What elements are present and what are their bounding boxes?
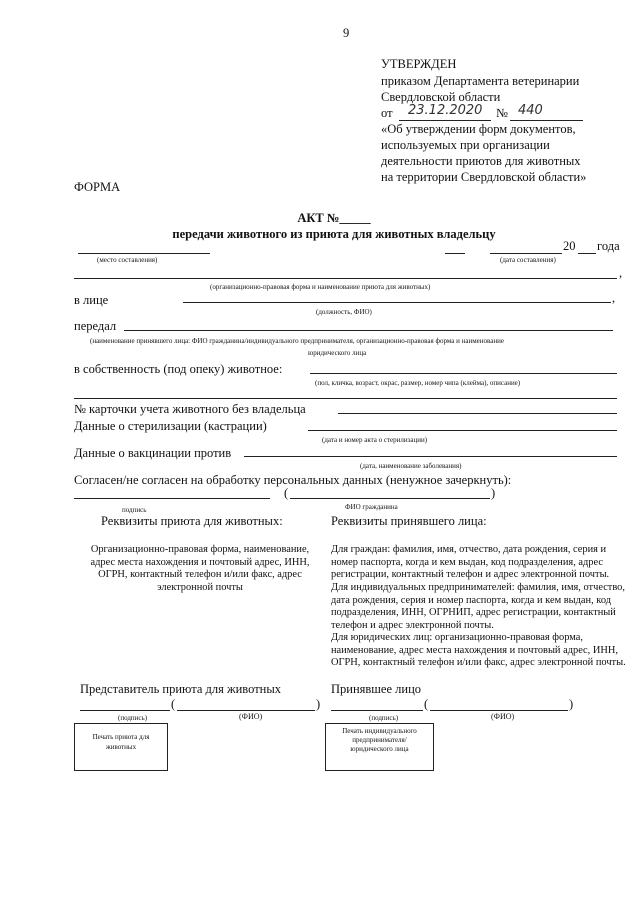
sterilization-label: Данные о стерилизации (кастрации): [74, 419, 267, 433]
transferred-label: передал: [74, 319, 117, 333]
animal-caption: (пол, кличка, возраст, окрас, размер, номер чипа (клейма), описание): [315, 379, 521, 387]
shelter-representative-heading: Представитель приюта для животных: [80, 682, 281, 696]
left-sign-caption: (подпись): [118, 714, 148, 722]
recipient-stamp-box: [325, 723, 434, 771]
recipient-details-legal-entities: Для юридических лиц: организационно-правовая форма, наименование, адрес места нахождения и почтовый адрес, ИНН, ОГРН, контактный телефон и/или факс, адрес электронной почты.: [331, 632, 626, 669]
position-caption: (должность, ФИО): [316, 308, 372, 316]
card-number-line: [338, 413, 617, 414]
animal-line-2: [74, 398, 617, 399]
vaccination-label: Данные о вакцинации против: [74, 446, 232, 460]
approval-date-line: [399, 120, 491, 121]
shelter-stamp-box: [74, 723, 168, 771]
consent-name-caption: ФИО гражданина: [345, 503, 398, 511]
transferred-line: [124, 330, 613, 331]
recipient-details-entrepreneurs: Для индивидуальных предпринимателей: фамилия, имя, отчество, дата рождения, серия и номер паспорта, когда и кем выдан, код подразделения, ИНН, ОГРНИП, адрес регистрации, контактный телефон и адрес электронной почты.: [331, 582, 625, 631]
year-suffix: года: [597, 239, 620, 253]
left-name-line: [177, 710, 315, 711]
date-day-line: [445, 253, 465, 254]
recipient-caption-1: (наименование принявшего лица: ФИО гражданина/индивидуального предпринимателя, организационно-правовая форма и наименование: [90, 337, 504, 345]
consent-signature-line: [74, 498, 270, 499]
left-paren-open: (: [171, 697, 176, 711]
right-sign-caption: (подпись): [369, 714, 399, 722]
left-signature-line: [80, 710, 170, 711]
approval-number-line: [510, 120, 583, 121]
approval-quote-4: на территории Свердловской области»: [381, 170, 587, 184]
consent-signature-caption: подпись: [122, 506, 147, 514]
approval-number-label: №: [496, 106, 508, 120]
approval-from-label: от: [381, 106, 393, 120]
right-signature-line: [331, 710, 423, 711]
org-comma: ,: [619, 266, 623, 280]
place-caption: (место составления): [97, 256, 158, 264]
approval-quote-2: используемых при организации: [381, 138, 550, 152]
org-caption: (организационно-правовая форма и наименование приюта для животных): [210, 283, 431, 291]
consent-label: Согласен/не согласен на обработку персональных данных (ненужное зачеркнуть):: [74, 473, 512, 487]
recipient-details-citizens: Для граждан: фамилия, имя, отчество, дата рождения, серия и номер паспорта, когда и кем выдан, код подразделения, адрес регистрации, контактный телефон и адрес электронной почты.: [331, 544, 610, 581]
ownership-label: в собственность (под опеку) животное:: [74, 362, 283, 376]
ownership-line: [310, 373, 617, 374]
approval-number-handwritten: 440: [518, 103, 543, 118]
sterilization-line: [308, 430, 617, 431]
consent-paren-open: (: [284, 486, 289, 500]
place-line: [78, 253, 210, 254]
consent-name-line: [290, 498, 490, 499]
shelter-details-body: Организационно-правовая форма, наименование, адрес места нахождения и почтовый адрес, ИНН, ОГРН, контактный телефон и/или факс, адрес электронной почты: [90, 544, 310, 593]
shelter-details-heading: Реквизиты приюта для животных:: [101, 514, 283, 528]
approval-date-handwritten: 23.12.2020: [408, 103, 483, 118]
approval-quote-1: «Об утверждении форм документов,: [381, 122, 576, 136]
approval-line-1: приказом Департамента ветеринарии: [381, 74, 580, 88]
year-line: [578, 253, 596, 254]
form-label: ФОРМА: [74, 180, 121, 194]
recipient-caption-2: юридического лица: [308, 349, 367, 357]
recipient-heading: Принявшее лицо: [331, 682, 422, 696]
shelter-stamp-label: Печать приюта для животных: [92, 733, 150, 751]
vaccination-caption: (дата, наименование заболевания): [360, 462, 462, 470]
org-line: [74, 278, 617, 279]
consent-paren-close: ): [491, 486, 496, 500]
date-caption: (дата составления): [500, 256, 556, 264]
act-subtitle: передачи животного из приюта для животных владельцу: [172, 227, 496, 241]
vaccination-line: [244, 456, 617, 457]
year-prefix: 20: [563, 239, 576, 253]
right-name-line: [430, 710, 568, 711]
left-paren-close: ): [316, 697, 321, 711]
in-person-label: в лице: [74, 293, 109, 307]
approval-line-2: Свердловской области: [381, 90, 501, 104]
date-month-line: [490, 253, 562, 254]
in-person-comma: ,: [612, 291, 616, 305]
recipient-details-heading: Реквизиты принявшего лица:: [331, 514, 487, 528]
in-person-line: [183, 302, 611, 303]
approval-quote-3: деятельности приютов для животных: [381, 154, 581, 168]
approval-title: УТВЕРЖДЕН: [381, 57, 457, 71]
page-number: 9: [343, 26, 350, 40]
right-paren-open: (: [424, 697, 429, 711]
recipient-stamp-label: Печать индивидуального предпринимателя/ юридического лица: [342, 727, 417, 753]
card-number-label: № карточки учета животного без владельца: [74, 402, 306, 416]
right-paren-close: ): [569, 697, 574, 711]
sterilization-caption: (дата и номер акта о стерилизации): [322, 436, 428, 444]
act-title: АКТ №_____: [297, 211, 371, 225]
left-name-caption: (ФИО): [239, 712, 263, 721]
right-name-caption: (ФИО): [491, 712, 515, 721]
